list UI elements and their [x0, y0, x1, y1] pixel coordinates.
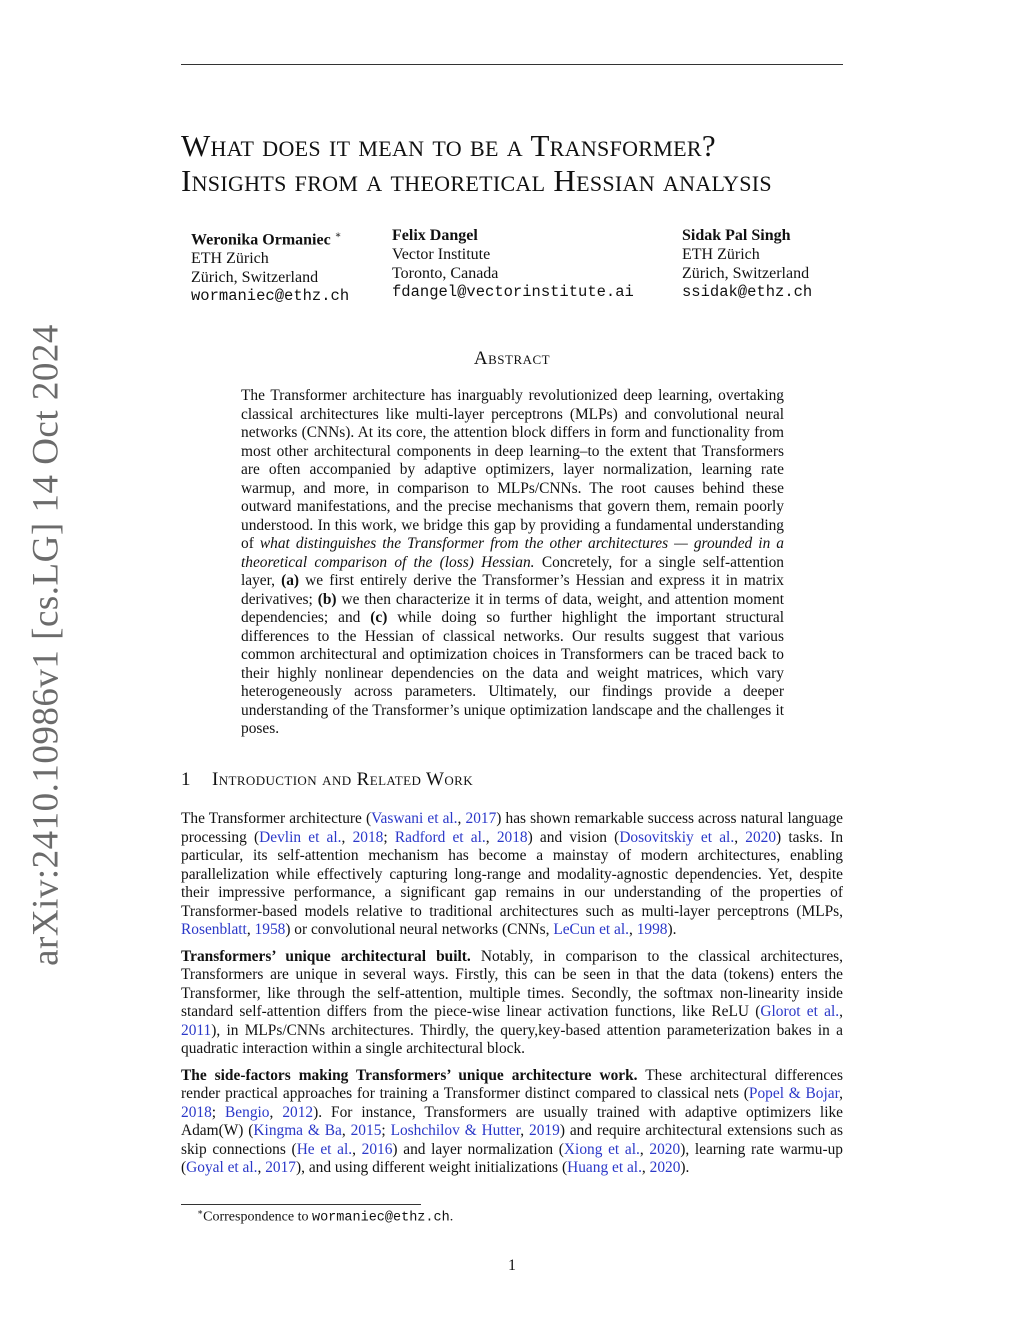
citation-link[interactable]: 2016 — [361, 1140, 393, 1158]
abstract-heading: Abstract — [473, 348, 551, 369]
title-line-2: Insights from a theoretical Hessian analysis — [181, 163, 772, 198]
author-location: Zürich, Switzerland — [682, 265, 810, 282]
author-block-2 — [392, 226, 634, 302]
citation-link[interactable]: Xiong et al. — [563, 1140, 640, 1158]
section-title: Introduction and Related Work — [212, 769, 474, 790]
author-affiliation: Vector Institute — [392, 246, 491, 263]
citation-link[interactable]: He et al. — [296, 1140, 353, 1158]
top-rule — [181, 64, 843, 65]
citation-link[interactable]: Glorot et al. — [760, 1003, 840, 1020]
citation-link[interactable]: 2012 — [282, 1103, 314, 1121]
author-name: Sidak Pal Singh — [682, 227, 791, 244]
citation-link[interactable]: Bengio — [225, 1103, 270, 1121]
paragraph-2: Transformers’ unique architectural built. Notably, in comparison to the classical architectures, Transformers are unique in several ways. Firstly, this can be seen in that the data (tokens) enters the Transformer, like through the self-attention, multiple times. Secondly, the softmax non-linearity inside standard self-attention differs from the piece-wise linear activation functions, like ReLU (Glorot et al., 2011), in MLPs/CNNs architectures. Thirdly, the query,key-based attention parameterization bakes in a quadratic interaction within a single architectural block. — [181, 947, 843, 1057]
citation-link[interactable]: 1998 — [636, 921, 668, 938]
author-affiliation: ETH Zürich — [682, 246, 760, 263]
section-number: 1 — [181, 769, 191, 790]
citation-link[interactable]: Popel & Bojar — [748, 1085, 840, 1102]
author-name: Weronika Ormaniec — [191, 231, 331, 249]
abstract-text: The Transformer architecture has inarguably revolutionized deep learning, overtaking classical architectures like multi-layer perceptrons (MLPs) and convolutional neural networks (CNNs). At its core, the attention block differs in form and functionality from most other architectural components in deep learning–to the extent that Transformers are often accompanied by adaptive optimizers, layer normalization, learning rate warmup, and more, in comparison to MLPs/CNNs. The root causes behind these outward manifestations, and the precise mechanisms that govern them, remain poorly understood. In this work, we bridge this gap by providing a fundamental understanding of what distinguishes the Transformer from the other architectures — grounded in a theoretical comparison of the (loss) Hessian. Concretely, for a single self-attention layer, (a) we first entirely derive the Transformer’s Hessian and express it in matrix derivatives; (b) we then characterize it in terms of data, weight, and attention moment dependencies; and (c) while doing so further highlight the important structural differences to the Hessian of classical networks. Our results suggest that various common architectural and optimization choices in Transformers can be traced back to their highly nonlinear dependencies on the data and weight matrices, which vary heterogeneously across parameters. Ultimately, our findings provide a deeper understanding of the Transformer’s unique optimization landscape and the challenges it poses. — [241, 387, 784, 737]
citation-link[interactable]: LeCun et al. — [553, 921, 629, 938]
author-block-3 — [682, 226, 812, 302]
citation-link[interactable]: 2017 — [465, 810, 497, 827]
footnote-email[interactable]: wormaniec@ethz.ch — [311, 1210, 450, 1226]
arxiv-id: arXiv:2410.10986v1 [cs.LG] 14 Oct 2024 — [25, 324, 67, 966]
author-email[interactable]: ssidak@ethz.ch — [682, 283, 813, 301]
author-mark: ∗ — [334, 230, 342, 241]
citation-link[interactable]: 2019 — [529, 1122, 560, 1139]
footnote-rule — [181, 1204, 421, 1205]
paragraph-lead: Transformers’ unique architectural built. — [181, 947, 471, 965]
paragraph-lead: The side-factors making Transformers’ unique architecture work. — [181, 1066, 638, 1084]
abstract-emphasis: what distinguishes the Transformer from the other architectures — grounded in a theoretical comparison of the (loss) Hessian. — [241, 535, 784, 571]
section-heading — [181, 769, 473, 791]
page-number: 1 — [508, 1257, 516, 1274]
citation-link[interactable]: 2020 — [649, 1140, 681, 1158]
title-line-1: What does it mean to be a Transformer? — [181, 128, 716, 163]
citation-link[interactable]: 2020 — [745, 828, 777, 846]
citation-link[interactable]: Devlin et al. — [259, 828, 342, 846]
section-body — [181, 810, 843, 1186]
author-name: Felix Dangel — [392, 227, 478, 244]
paragraph-3: The side-factors making Transformers’ unique architecture work. These architectural differences render practical approaches for training a Transformer distinct compared to classical nets (Popel & Bojar, 2018; Bengio, 2012). For instance, Transformers are usually trained with adaptive optimizers like Adam(W) (Kingma & Ba, 2015; Loshchilov & Hutter, 2019) and require architectural extensions such as skip connections (He et al., 2016) and layer normalization (Xiong et al., 2020), learning rate warmu-up (Goyal et al., 2017), and using different weight initializations (Huang et al., 2020). — [181, 1066, 844, 1176]
citation-link[interactable]: 2018 — [181, 1103, 212, 1121]
citation-link[interactable]: 2015 — [350, 1122, 382, 1139]
citation-link[interactable]: 2018 — [352, 828, 384, 846]
citation-link[interactable]: Goyal et al. — [186, 1159, 258, 1176]
author-email[interactable]: fdangel@vectorinstitute.ai — [392, 283, 634, 301]
author-email[interactable]: wormaniec@ethz.ch — [191, 287, 350, 306]
author-location: Toronto, Canada — [392, 265, 499, 282]
footnote-mark: ∗ — [197, 1207, 204, 1217]
citation-link[interactable]: Dosovitskiy et al. — [619, 828, 735, 846]
citation-link[interactable]: 2020 — [649, 1159, 681, 1176]
paper-title — [181, 128, 881, 198]
citation-link[interactable]: 2011 — [181, 1021, 212, 1039]
citation-link[interactable]: Rosenblatt — [181, 921, 247, 938]
author-affiliation: ETH Zürich — [191, 250, 269, 268]
citation-link[interactable]: Radford et al. — [394, 828, 486, 846]
author-block-1 — [191, 226, 349, 306]
citation-link[interactable]: Kingma & Ba — [253, 1122, 342, 1139]
citation-link[interactable]: 1958 — [254, 921, 286, 938]
citation-link[interactable]: 2017 — [265, 1159, 296, 1176]
citation-link[interactable]: Vaswani et al. — [371, 810, 458, 827]
citation-link[interactable]: 2018 — [496, 828, 528, 846]
author-location: Zürich, Switzerland — [191, 269, 319, 287]
paragraph-1: The Transformer architecture (Vaswani et al., 2017) has shown remarkable success across natural language processing (Devlin et al., 2018; Radford et al., 2018) and vision (Dosovitskiy et al., 2020) tasks. In particular, its self-attention mechanism has become a mainstay of modern architectures, enabling parallelization while effectively capturing long-range and modality-agnostic dependencies. Yet, despite their impressive performance, a significant gap remains in our understanding of the properties of Transformer-based models relative to traditional architectures such as multi-layer perceptrons (MLPs, Rosenblatt, 1958) or convolutional neural networks (CNNs, LeCun et al., 1998). — [181, 810, 844, 938]
citation-link[interactable]: Loshchilov & Hutter — [390, 1122, 521, 1139]
footnote: ∗Correspondence to wormaniec@ethz.ch. — [197, 1207, 454, 1226]
citation-link[interactable]: Huang et al. — [567, 1159, 642, 1176]
